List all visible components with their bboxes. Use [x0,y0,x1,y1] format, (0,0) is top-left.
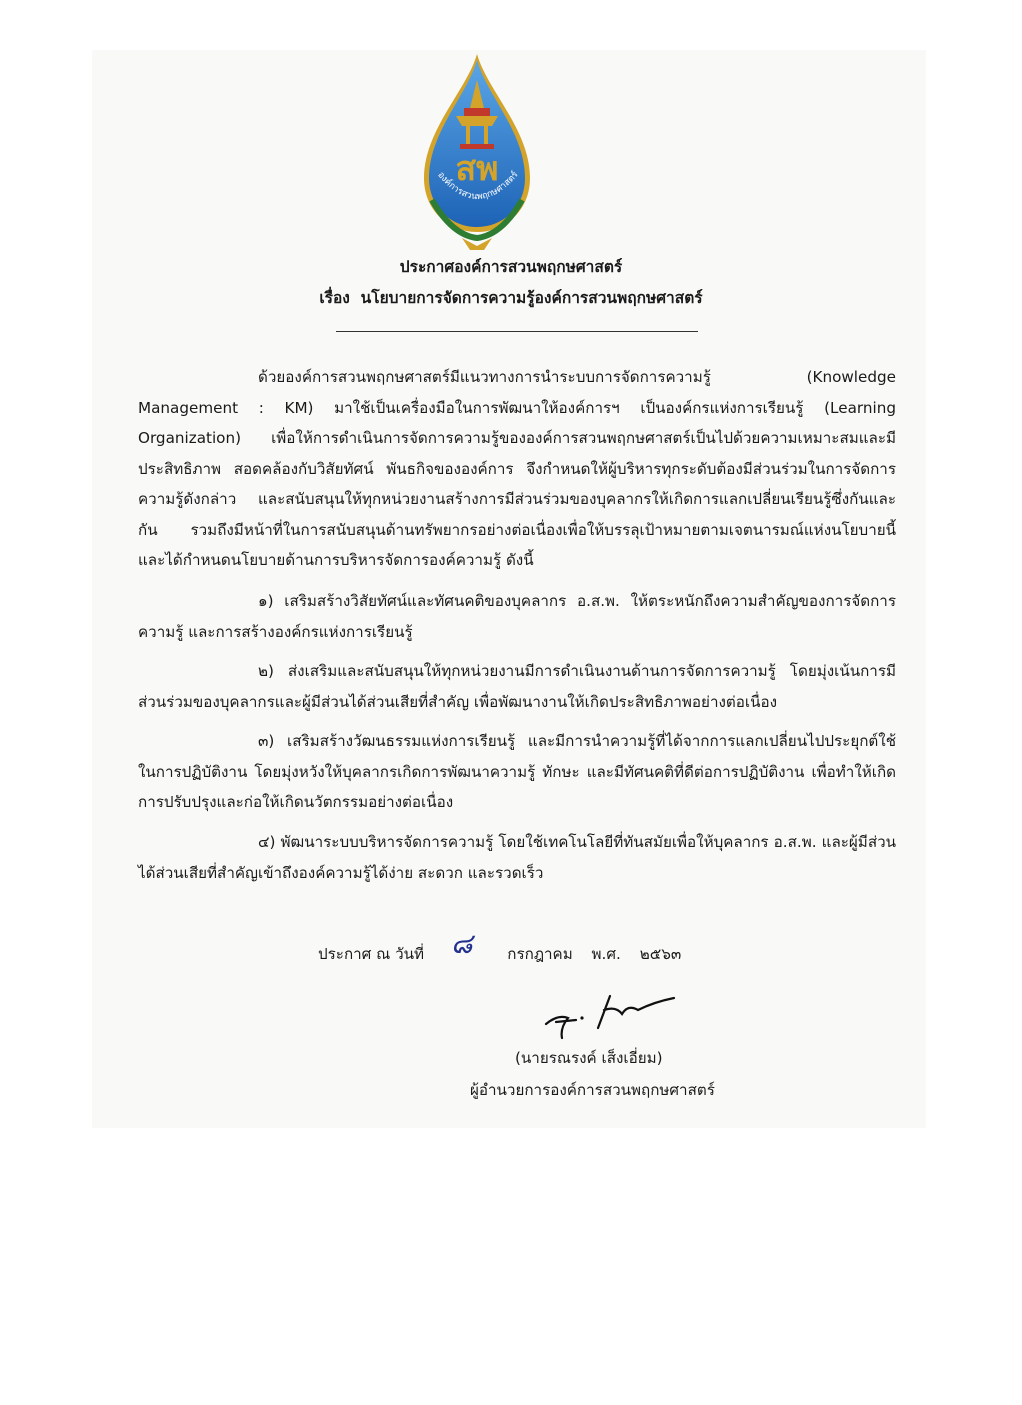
water-drop-emblem-icon [412,50,542,250]
policy-item-3: ๓) เสริมสร้างวัฒนธรรมแห่งการเรียนรู้ และมีการนำความรู้ที่ได้จากการแลกเปลี่ยนไปประยุกต์ใช้ในการปฏิบัติงาน โดยมุ่งหวังให้บุคลากรเกิดการพัฒนาความรู้ ทักษะ และมีทัศนคติที่ดีต่อการปฏิบัติงาน เพื่อทำให้เกิดการปรับปรุงและก่อให้เกิดนวัตกรรมอย่างต่อเนื่อง [138,732,896,811]
document-title: ประกาศองค์การสวนพฤกษศาสตร์ [399,258,623,276]
announce-year: ๒๕๖๓ [639,945,682,963]
announce-prefix: ประกาศ ณ วันที่ [318,945,424,963]
org-emblem-logo [412,50,542,250]
svg-text:สพ: สพ [455,149,499,189]
announce-era: พ.ศ. [591,945,621,963]
title-divider [336,331,698,332]
policy-item-4: ๔) พัฒนาระบบบริหารจัดการความรู้ โดยใช้เทคโนโลยีที่ทันสมัยเพื่อให้บุคลากร อ.ส.พ. และผู้มีส่วนได้ส่วนเสียที่สำคัญเข้าถึงองค์ความรู้ได้ง่าย สะดวก และรวดเร็ว [138,833,896,882]
signature-icon [538,988,688,1044]
subject-text: นโยบายการจัดการความรู้องค์การสวนพฤกษศาสตร์ [360,289,703,307]
policy-item-1: ๑) เสริมสร้างวิสัยทัศน์และทัศนคติของบุคลากร อ.ส.พ. ให้ตระหนักถึงความสำคัญของการจัดการความรู้ และการสร้างองค์กรแห่งการเรียนรู้ [138,592,896,641]
document-subject [0,285,1022,310]
svg-text:องค์การสวนพฤกษศาสตร์: องค์การสวนพฤกษศาสตร์ [435,170,521,203]
intro-paragraph: ด้วยองค์การสวนพฤกษศาสตร์มีแนวทางการนำระบบการจัดการความรู้ (Knowledge Management : KM) มาใช้เป็นเครื่องมือในการพัฒนาให้องค์การฯ เป็นองค์กรแห่งการเรียนรู้ (Learning Organization) เพื่อให้การดำเนินการจัดการความรู้ขององค์การสวนพฤกษศาสตร์เป็นไปด้วยความเหมาะสมและมีประสิทธิภาพ สอดคล้องกับวิสัยทัศน์ พันธกิจขององค์การ จึงกำหนดให้ผู้บริหารทุกระดับต้องมีส่วนร่วมในการจัดการความรู้ดังกล่าว และสนับสนุนให้ทุกหน่วยงานสร้างการมีส่วนร่วมของบุคลากรให้เกิดการแลกเปลี่ยนเรียนรู้ซึ่งกันและกัน รวมถึงมีหน้าที่ในการสนับสนุนด้านทรัพยากรอย่างต่อเนื่องเพื่อให้บรรลุเป้าหมายตามเจตนารมณ์แห่งนโยบายนี้ และได้กำหนดนโยบายด้านการบริหารจัดการองค์ความรู้ ดังนี้ [138,368,896,569]
signer-name: (นายรณรงค์ เส็งเอี่ยม) [515,1049,663,1067]
subject-label: เรื่อง [319,289,350,307]
announcement-date [318,928,681,972]
policy-item-2: ๒) ส่งเสริมและสนับสนุนให้ทุกหน่วยงานมีการดำเนินงานด้านการจัดการความรู้ โดยมุ่งเน้นการมีส่วนร่วมของบุคลากรและผู้มีส่วนได้ส่วนเสียที่สำคัญ เพื่อพัฒนางานให้เกิดประสิทธิภาพอย่างต่อเนื่อง [138,662,896,711]
signer-position: ผู้อำนวยการองค์การสวนพฤกษศาสตร์ [470,1081,715,1099]
handwritten-signature [538,988,688,1044]
announce-day: ๘ [450,927,473,960]
announce-month: กรกฎาคม [507,945,573,963]
